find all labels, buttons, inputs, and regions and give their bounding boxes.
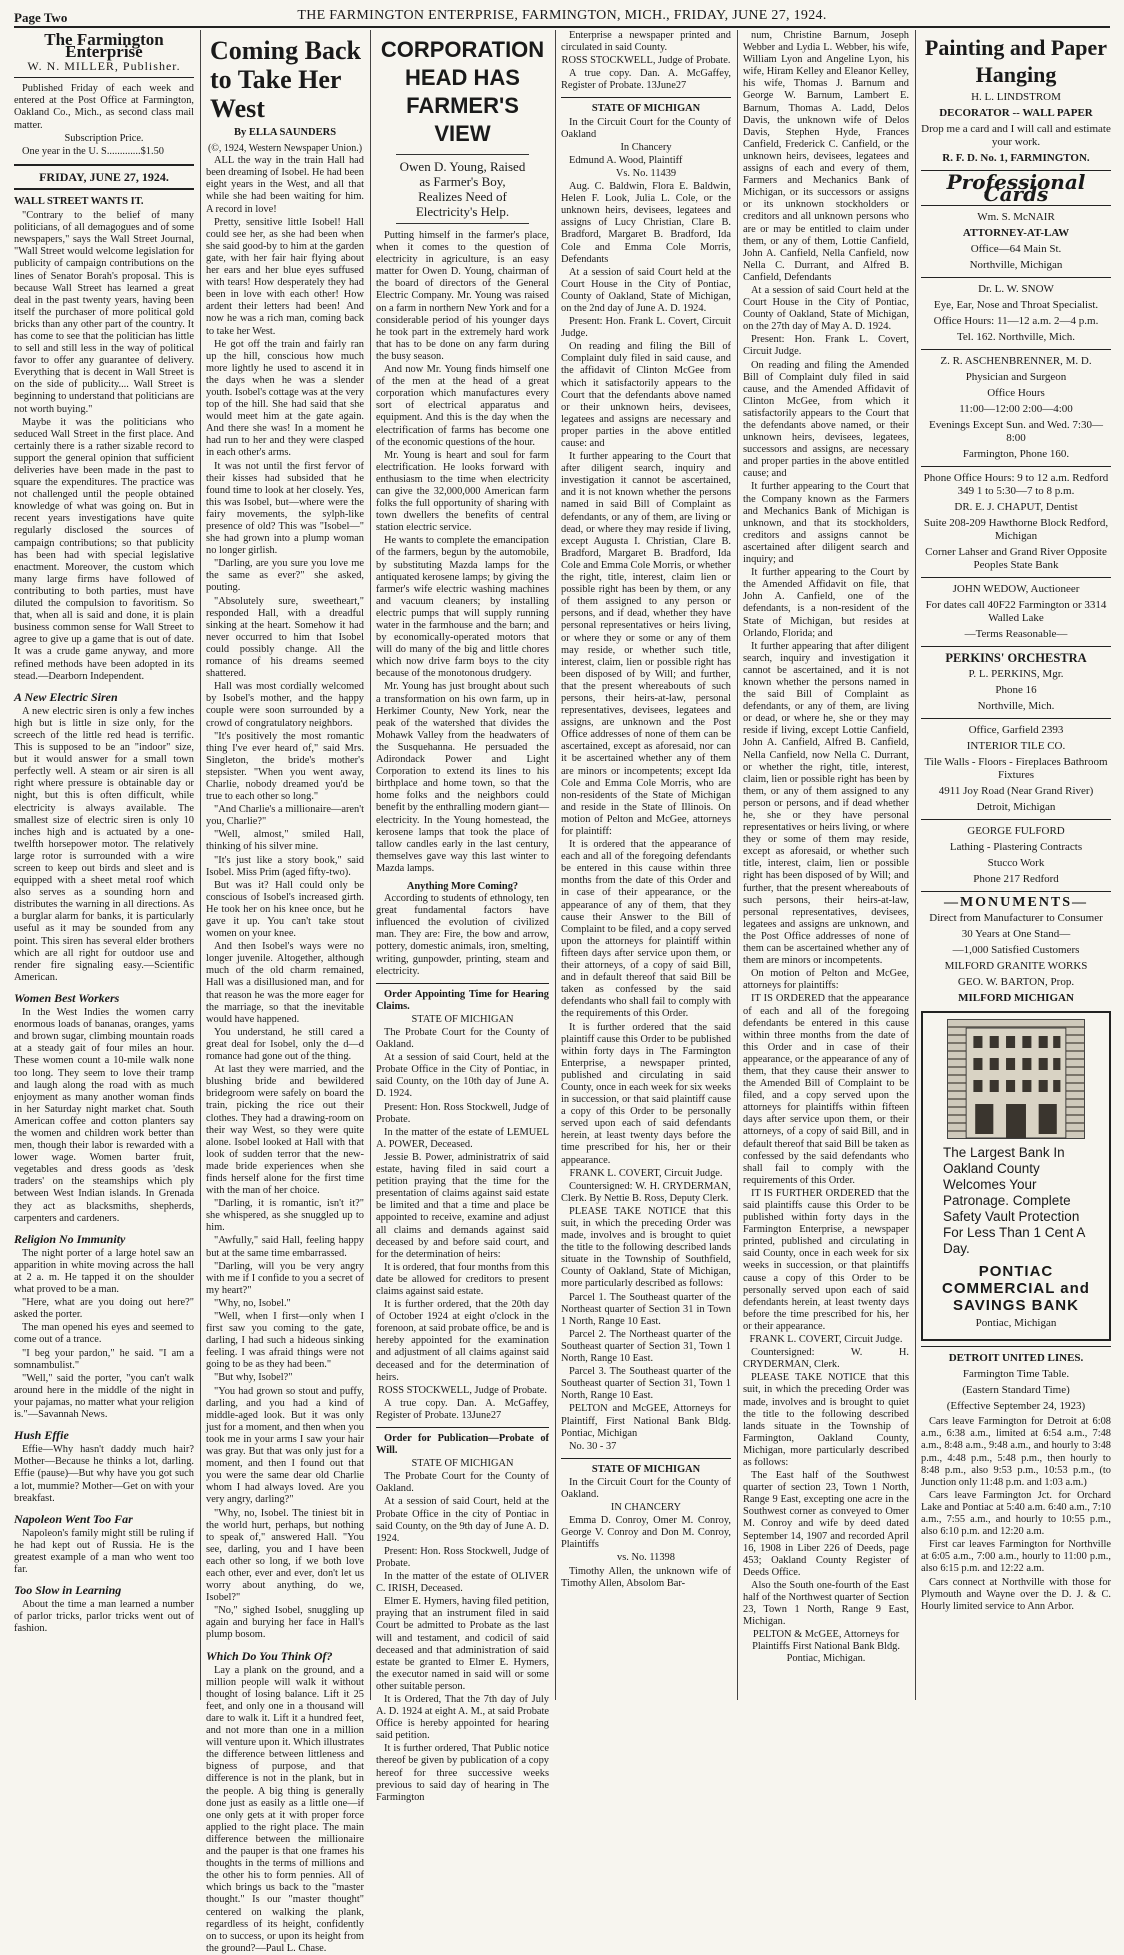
painting-ad-name: H. L. LINDSTROM: [971, 91, 1061, 103]
legal-parcel: Parcel 1. The Southeast quarter of the Northeast quarter of Section 31 in Town 1 North, Range 10 East.: [561, 1291, 731, 1327]
legal-paragraph: On motion of Pelton and McGee, attorneys for plaintiffs:: [743, 968, 909, 992]
legal-paragraph: In the matter of the estate of LEMUEL A. POWER, Deceased.: [376, 1126, 549, 1150]
story-paragraph: "It's positively the most romantic thing I've ever heard of," said Mrs. Singleton, the bride's mother's stepsister. "When you went away, Charlie, nobody dreamed you'd be true to each other so long.": [206, 730, 364, 803]
legal-paragraph: Present: Hon. Frank L. Covert, Circuit Judge.: [743, 334, 909, 358]
article-title: Hush Effie: [14, 1428, 69, 1443]
story-paragraph: It was not until the first fervor of their kisses had subsided that he found time to look at her closely. Yes, this was Isobel, but—where were the fairy movements, the sylph-like presence of old? This was "Isobel—" she had grown into a plump woman no longer girlish.: [206, 460, 364, 557]
news-paragraph: Mr. Young is heart and soul for farm electrification. He looks forward with enthusiasm to the time when electricity can give the 32,000,000 American farm folks the full opportunity of sharing with town dwellers the benefits of central station electric service.: [376, 449, 549, 534]
card-city: Farmington, Phone 160.: [962, 448, 1070, 461]
legal-court: The Probate Court for the County of Oakland.: [376, 1027, 549, 1051]
news-paragraph: And now Mr. Young finds himself one of the men at the head of a great corporation which manufactures every sort of electrical apparatus and equipment. And this is the day when the electrification of farms has become one of the economic questions of the hour.: [376, 364, 549, 448]
column-legal-2: [743, 30, 909, 1702]
timetable-effective: (Effective September 24, 1923): [946, 1400, 1086, 1413]
card-evenings: Evenings Except Sun. and Wed. 7:30—8:00: [929, 419, 1103, 445]
card-location: Corner Lahser and Grand River Opposite Peoples State Bank: [925, 546, 1107, 572]
card-title: Eye, Ear, Nose and Throat Specialist.: [933, 299, 1099, 312]
legal-signature: ROSS STOCKWELL, Judge of Probate.: [378, 1384, 547, 1396]
editorial-paragraph: Maybe it was the politicians who seduced Wall Street in the first place. And certainly there is a rather sizable record to support the general opinion that sufficient deliveries have been made in the past to square the expenditures. The practice was not challenged until the people obtained knowledge of what was going on. But in recent years investigations have quite regularly disclosed the sources of campaign contributions; so that publicity has been had with special legislative enactment. Moreover, the custom which many large firms have followed of contributing to both parties, must have diluted the compulsion to favoritism. So that, when all is said and done, it is plain business common sense for Wall Street to agree to give up a game that is out of date. It was a crude game anyway, and more refined methods have been adopted in its stead.—Dearborn Independent.: [14, 416, 194, 682]
bank-ad: [921, 1011, 1111, 1341]
legal-notice: PLEASE TAKE NOTICE that this suit, in which the preceding Order was made, involves and is brought to quiet the title to the following described lands situate in the Township of Farmington, Oakland County, Michigan, more particularly described as follows:: [743, 1372, 909, 1468]
story-paragraph: "Darling, will you be very angry with me if I confide to you a secret of my heart?": [206, 1260, 364, 1296]
legal-chancery: In Chancery: [620, 141, 672, 153]
headline-deck: Owen D. Young, Raised as Farmer's Boy, Realizes Need of Electricity's Help.: [396, 154, 529, 224]
card-line: 30 Years at One Stand—: [961, 928, 1071, 941]
column-legal-1: [561, 30, 731, 1702]
article-paragraph: Napoleon's family might still be ruling if he had kept out of Russia. He is the greatest example of a man who went too far.: [14, 1527, 194, 1576]
card-city: Northville, Mich.: [977, 700, 1055, 713]
timetable-paragraph: Cars leave Farmington for Detroit at 6:08 a.m., 6:38 a.m., limited at 6:54 a.m., 7:48 a.m., 8:48 a.m., 9:48 a.m., and hourly to 3:48 p.m., 4:48 p.m., 5:48 p.m., then hourly to 8:48 p.m., also 9:53 p.m., 10:53 p.m., (to Junction only 11:48 p.m. and 1:03 a.m.): [921, 1416, 1111, 1488]
legal-paragraph: It is further ordered, That Public notice thereof be given by publication of a copy hereof for three successive weeks previous to said day of hearing in The Farmington: [376, 1743, 549, 1803]
article-title: Too Slow in Learning: [14, 1583, 122, 1598]
article-paragraph: About the time a man learned a number of parlor tricks, parlor tricks went out of fashion.: [14, 1599, 194, 1635]
legal-paragraph: It is further ordered, that the 20th day of October 1924 at eight o'clock in the forenoon, at said probate office, be and is hereby appointed for the examination and adjustment of all claims against said deceased and for the determination of heirs.: [376, 1299, 549, 1383]
story-paragraph: "You had grown so stout and puffy, darling, and you had a kind of middle-aged look. But it was only just for a moment, and then when you took me in your arms I saw your hair was gray. But that was only just for a moment, and then I found out that you were the same dear old Charlie whom I had always loved. Are you very angry, darling?": [206, 1385, 364, 1506]
legal-notice: PLEASE TAKE NOTICE that this suit, in which the preceding Order was made, involves and is brought to quiet the title to the following described lands situate in the Township of Southfield, County of Oakland, State of Michigan, more particularly described as follows:: [561, 1205, 731, 1290]
story-paragraph: "And Charlie's a millionaire—aren't you, Charlie?": [206, 804, 364, 828]
timetable-paragraph: Cars leave Farmington Jct. for Orchard Lake and Pontiac at 5:40 a.m. 6:40 a.m., 7:10 a.m., 7:55 a.m., and hourly to 10:55 p.m., also 6:10 p.m. and 12:20 a.m.: [921, 1489, 1111, 1538]
article-title: Anything More Coming?: [406, 880, 519, 892]
story-paragraph: "Awfully," said Hall, feeling happy but at the same time embarrassed.: [206, 1235, 364, 1259]
painting-ad-head: Painting and Paper Hanging: [924, 35, 1108, 87]
card-hours: 11:00—12:00 2:00—4:00: [959, 403, 1073, 416]
legal-court: In the Circuit Court for the County of Oakland.: [561, 1476, 731, 1500]
card-line: Stucco Work: [987, 857, 1045, 870]
orchestra-head: PERKINS' ORCHESTRA: [945, 651, 1087, 666]
article-paragraph: "Well," said the porter, "you can't walk around here in the middle of the night in your pajamas, no matter what your religion is."—Savannah News.: [14, 1372, 194, 1421]
legal-party: Edmund A. Wood, Plaintiff: [569, 154, 683, 166]
masthead: THE FARMINGTON ENTERPRISE, FARMINGTON, MICH., FRIDAY, JUNE 27, 1924.: [297, 8, 827, 23]
legal-attorneys: PELTON & McGEE, Attorneys for Plaintiffs First National Bank Bldg. Pontiac, Michigan.: [752, 1629, 900, 1665]
legal-paragraph: At a session of said Court, held at the Probate Office in the city of Pontiac in said County, on the 9th day of June A. D. 1924.: [376, 1496, 549, 1544]
bank-city: Pontiac, Michigan: [975, 1317, 1057, 1330]
card-name: GEORGE FULFORD: [967, 825, 1065, 838]
legal-parcel: Also the South one-fourth of the East half of the Northwest quarter of Section 23, Town 1 North, Range 9 East, Michigan.: [743, 1579, 909, 1628]
paper-name: The Farmington Enterprise: [44, 30, 164, 62]
legal-title: Order Appointing Time for Hearing Claims.: [376, 988, 549, 1012]
legal-title: Order for Publication—Probate of Will.: [376, 1433, 549, 1457]
subscription-price: One year in the U. S.............$1.50: [22, 145, 164, 157]
timetable-subhead: Farmington Time Table.: [962, 1368, 1070, 1381]
card-title: Physician and Surgeon: [965, 371, 1067, 384]
bank-name: PONTIAC COMMERCIAL and SAVINGS BANK: [942, 1263, 1090, 1315]
card-phone: Phone Office Hours: 9 to 12 a.m. Redford 349 1 to 5:30—7 to 8 p.m.: [923, 472, 1109, 498]
article-paragraph: According to students of ethnology, ten great fundamental factors have influenced the evolution of civilized man. They are: Fire, the bow and arrow, pottery, domestic animals, iron, smelting, writing, gunpowder, printing, steam and electricity.: [376, 893, 549, 977]
article-title: A New Electric Siren: [14, 689, 118, 704]
card-office: Office—64 Main St.: [970, 243, 1062, 256]
column-rule: [555, 30, 556, 1700]
publication-notice: Published Friday of each week and entered at the Post Office at Farmington, Oakland Co., Mich., as second class mail matter.: [14, 83, 194, 131]
date-box: FRIDAY, JUNE 27, 1924.: [14, 164, 194, 190]
column-news: [376, 30, 549, 1803]
legal-paragraph: It further appearing to the Court that the Company known as the Farmers and Mechanics Bank of Michigan is unknown, and that its stockholders, creditors and assigns cannot be ascertained after diligent search and inquiry; and: [743, 481, 909, 566]
legal-state: STATE OF MICHIGAN: [411, 1458, 514, 1470]
story-paragraph: At last they were married, and the blushing bride and bewildered bridegroom were safely on board the train, picking the rice out their clothes. They had a drawing-room on their way West, so they were quite alone. Isobel looked at Hall with that look of sudden terror that the new-made bride experiences when she finds herself alone for the first time with the man of her choice.: [206, 1064, 364, 1197]
story-paragraph: "But why, Isobel?": [214, 1372, 293, 1384]
bank-building-image: [947, 1019, 1085, 1139]
card-name: DR. E. J. CHAPUT, Dentist: [954, 501, 1078, 514]
legal-paragraph: Present: Hon. Frank L. Covert, Circuit Judge.: [561, 316, 731, 340]
editorial-title: WALL STREET WANTS IT.: [14, 195, 144, 207]
story-paragraph: You understand, he still cared a great deal for Isobel, only the d—d romance had gone out of the thing.: [206, 1026, 364, 1063]
article-paragraph: A new electric siren is only a few inches high but is little in size only, for the screech of the little red head is terrific. This is supposed to be an "indoor" size, but it would answer for a small town perfectly well. A steam or air siren is all right where pressure is obtainable day or night, but this is often difficult, while electricity is always available. The smallest size of electric siren is only 10 inches high and is actuated by a one-twelfth horsepower motor. The relatively large rotor is surrounded with a wire screen to keep out birds and sleet and is equipped with a sheet metal roof which also serves as a sounding horn and distributes the warning in all directions. As a burglar alarm for banks, it is particularly useful as it may be sounded from any point. This siren has several elder brothers which are all right for outdoor use and render fire signaling easy.—Scientific American.: [14, 705, 194, 983]
card-phone: Phone 16: [995, 684, 1037, 697]
card-hours-label: Office Hours: [987, 387, 1045, 400]
card-name: P. L. PERKINS, Mgr.: [968, 668, 1064, 681]
editorial-paragraph: "Contrary to the belief of many politicians, of all demagogues and of some newspapers," says the Wall Street Journal, "Wall Street would welcome legislation for publicity of campaign contributions on the lines of Senator Borah's proposal. This is because Wall Street has learned a great deal in the past twenty years, having been itself the purchaser of more political gold bricks than any other part of the country. It has come to see that the politician has little to sell and still less in the way of political favor to offer any guarantee of delivery. Everything that is decent in Wall Street is on the side of publicity.... Wall Street is beginning to understand that politicians are not worth buying.": [14, 210, 194, 415]
column-rule: [915, 30, 916, 1700]
bank-slogan: The Largest Bank In Oakland County Welcomes Your Patronage. Complete Safety Vault Protection For Less Than 1 Cent A Day.: [943, 1145, 1085, 1257]
card-phone: Office, Garfield 2393: [968, 724, 1064, 737]
story-paragraph: And then Isobel's ways were no longer juvenile. Altogether, although much of the old charm remained, Hall was a disillusioned man, and for that reason he was the more eager for the marriage, so that the inevitable would have happened.: [206, 941, 364, 1025]
legal-paragraph: On reading and filing the Amended Bill of Complaint duly filed in said cause, and the Amended Affidavit of Clinton McGee, from which it satisfactorily appears to the Court that the defendants above named, or their unknown heirs, devisees, legatees, successors and assigns, are necessary and proper parties in the above entitled cause; and: [743, 359, 909, 480]
column-rule: [200, 30, 201, 1700]
news-paragraph: Mr. Young has just brought about such a transformation on his own farm, up in Herkimer County, New York, near the peak of the watershed that divides the Mohawk Valley from the headwaters of the Susquehanna. He persuaded the Adirondack Power and Light Corporation to extend its lines to his birthplace and home town, so that the home folks and the neighbors could benefit by the enthralling modern giant—electricity. In the Young homestead, the kerosene lamps that took the place of tallow candles early in the last century, themselves gave way this last winter to Mazda lamps.: [376, 681, 549, 874]
card-name: Dr. L. W. SNOW: [978, 283, 1054, 296]
column-story: [206, 30, 364, 1954]
monuments-head: —MONUMENTS—: [943, 895, 1089, 911]
card-terms: —Terms Reasonable—: [964, 628, 1068, 641]
legal-paragraph: Present: Hon. Ross Stockwell, Judge of Probate.: [376, 1545, 549, 1569]
timetable-paragraph: First car leaves Farmington for Northville at 6:05 a.m., 7:00 a.m., hourly to 11:00 p.m., also 6:15 p.m. and 12:22 a.m.: [921, 1539, 1111, 1575]
card-name: INTERIOR TILE CO.: [966, 740, 1066, 753]
story-paragraph: He got off the train and fairly ran up the hill, conscious how much more lightly he used to ascend it in the days when he was a slender youth. Isobel's cottage was at the very top of the hill. She had said that she would meet him at the gate again. And there she was! In a moment he had run to her and they were clasped in each other's arms.: [206, 338, 364, 459]
page-number: Page Two: [14, 10, 68, 25]
legal-chancery: IN CHANCERY: [610, 1502, 682, 1514]
legal-number: No. 30 - 37: [569, 1440, 617, 1452]
legal-countersigned: Countersigned: W. H. CRYDERMAN, Clerk.: [743, 1347, 909, 1371]
legal-party: Timothy Allen, the unknown wife of Timothy Allen, Absolom Bar-: [561, 1565, 731, 1589]
legal-paragraph: Jessie B. Power, administratrix of said estate, having filed in said court a petition praying that the time for the presentation of claims against said estate be limited and that a time and place be appointed to receive, examine and adjust all claims and demands against said deceased by and before said court, and for the determination of heirs:: [376, 1151, 549, 1260]
legal-party: num, Christine Barnum, Joseph Webber and Lydia L. Webber, his wife, William Lyon and Angeline Lyon, his wife, Hiram Kelley and Eleanor Kelley, his wife, Thomas J. Barnum and George W. Barnum, Lambert E. Barnum, Thomas A. Ladd, Delos Davis, the unknown wife of Delos Davis, Stephen Hyde, Frances Canfield, Frederick C. Canfield, or the unknown heirs, devisees, legatees and assigns of each and every of them, Farmers and Mechanics Bank of Michigan, or its successors or assigns or its unknown stockholders or creditors and all unknown persons who are or may be entitled to claim under them, or any of them, Lottie Canfield, John A. Canfield, Nella Canfield, now Nella C. Durrant, and Alfred B. Canfield, Defendants: [743, 30, 909, 283]
legal-parcel: Parcel 2. The Northeast quarter of the Southeast quarter of Section 31, Town 1 North, Range 10 East.: [561, 1328, 731, 1365]
professional-cards-head: Professional Cards: [946, 170, 1086, 207]
article-paragraph: Lay a plank on the ground, and a million people will walk it without thought of losing balance. Lift it 25 feet, and only one in a thousand will dare to walk it. Lift it a hundred feet, and not more than one in a million will venture upon it. Which illustrates the difference between littleness and bigness of purpose, and that difference is not in the plank, but in the people. A big thing is generally done just as easily as a little one—if one only gets at it with proper force applied to the right place. The main difference between the millionaire and the pauper is that one frames his thoughts in the terms of millions and the other his to form pennies. All of which brings us back to the "master thought." Is our "master thought" centered on walking the plank, regardless of its height, confidently on to success, or upon its height from the ground?—Paul L. Chase.: [206, 1664, 364, 1954]
card-line: Direct from Manufacturer to Consumer: [929, 912, 1103, 925]
painting-ad-rfd: R. F. D. No. 1, FARMINGTON.: [942, 152, 1090, 164]
article-title: Women Best Workers: [14, 990, 120, 1005]
column-ads: [921, 30, 1111, 1702]
card-line: —1,000 Satisfied Customers: [952, 944, 1080, 957]
legal-paragraph: Elmer E. Hymers, having filed petition, praying that an instrument filed in said Court be admitted to Probate as the last will and testament, and codicil of said deceased and that administration of said estate be granted to Elmer E. Hymers, the executor named in said will or some other suitable person.: [376, 1596, 549, 1692]
article-title: Napoleon Went Too Far: [14, 1511, 133, 1526]
card-hours: Office Hours: 11—12 a.m. 2—4 p.m.: [933, 315, 1099, 328]
story-paragraph: ALL the way in the train Hall had been dreaming of Isobel. He had been eight years in the West, and all that while she had been waiting for him. A record in love!: [206, 155, 364, 215]
card-dates: For dates call 40F22 Farmington or 3314 Walled Lake: [925, 599, 1107, 625]
legal-signature: ROSS STOCKWELL, Judge of Probate.: [561, 55, 731, 67]
card-phone: Phone 217 Redford: [973, 873, 1059, 886]
legal-state: STATE OF MICHIGAN: [591, 1463, 701, 1475]
legal-countersigned: Countersigned: W. H. CRYDERMAN, Clerk. By Nettie B. Ross, Deputy Clerk.: [561, 1180, 731, 1204]
story-byline: By ELLA SAUNDERS: [233, 127, 337, 138]
painting-ad-text: Drop me a card and I will call and estimate your work.: [921, 123, 1111, 148]
article-title: Which Do You Think Of?: [206, 1648, 333, 1663]
article-paragraph: Effie—Why hasn't daddy much hair? Mother—Because he thinks a lot, darling. Effie (pause)—But why have you got such a lot, mummie? Mother—Get on with your breakfast.: [14, 1444, 194, 1504]
legal-signature: FRANK L. COVERT, Circuit Judge.: [749, 1334, 903, 1346]
column-rule: [370, 30, 371, 1700]
card-name: JOHN WEDOW, Auctioneer: [952, 583, 1080, 596]
timetable-paragraph: Cars connect at Northville with those for Plymouth and Wayne over the D. J. & C. Hourly limited service to Ann Arbor.: [921, 1576, 1111, 1612]
card-name: Wm. S. McNAIR: [977, 211, 1055, 224]
card-address: 4911 Joy Road (Near Grand River): [938, 785, 1094, 798]
legal-case-number: vs. No. 11398: [617, 1552, 675, 1564]
card-address: Suite 208-209 Hawthorne Block Redford, Michigan: [923, 517, 1109, 543]
story-paragraph: "Why, no, Isobel. The tiniest bit in the world hurt, perhaps, but nothing to speak of," answered Hall. "You see, darling, you and I have been each other so long, if we both love each other, ever and ever, don't let us worry about anything, do we, Isobel?": [206, 1507, 364, 1604]
legal-court: In the Circuit Court for the County of Oakland: [561, 116, 731, 140]
card-name: Z. R. ASCHENBRENNER, M. D.: [940, 355, 1092, 368]
story-paragraph: "Absolutely sure, sweetheart," responded Hall, with a dreadful sinking at the heart. Somehow it had never occurred to him that Isobel could possibly change. All the romance of his dreams seemed shattered.: [206, 595, 364, 680]
headline: CORPORATION HEAD HAS FARMER'S VIEW: [380, 37, 545, 146]
card-line: Lathing - Plastering Contracts: [949, 841, 1083, 854]
legal-paragraph: At a session of said Court, held at the Probate Office in the City of Pontiac, in said County, on the 10th day of June A. D. 1924.: [376, 1052, 549, 1100]
subscription-label: Subscription Price.: [64, 132, 144, 144]
card-phone: Tel. 162. Northville, Mich.: [956, 331, 1076, 344]
legal-paragraph: It further appearing to the Court that after diligent search, inquiry and investigation it cannot be ascertained, and it is not known whether the persons named in said Bill of Complaint as defendants, or any of them, are living or dead, or where they may reside if living, except Augusta I. Christian, Clare B. Bradford, Margaret B. Bradford, Ida Cole and Emma Cole Morris, or whether the right, title, interest, claim lien or possible right has been by them, or any of them assigned to any person or persons, and if dead, whether they have personal representatives or heirs living, or where they or some or any of them may reside, or whether such title, interest, claim, lien or possible right has been disposed of by Will; and further, that the present whereabouts of such persons, their heirs-at-law, personal representatives, devisees, legatees and assigns, are unknown and the Post Office addresses of none of them can be ascertained, except as aforesaid, nor can it be ascertained whether any of them are minors or incompetents; except Ida Cole and Emma Cole Morris, who are non-residents of the State of Michigan and reside in the State of Illinois. On motion of Pelton and McGee, attorneys for plaintiff:: [561, 451, 731, 837]
story-paragraph: "It's just like a story book," said Isobel. Miss Prim (aged fifty-two).: [206, 854, 364, 878]
card-city: Detroit, Michigan: [976, 801, 1056, 814]
legal-paragraph: At a session of said Court held at the Court House in the City of Pontiac, County of Oakland, State of Michigan, on the 27th day of May A. D. 1924.: [743, 284, 909, 333]
news-paragraph: He wants to complete the emancipation of the farmers, begun by the automobile, by substituting Mazda lamps for the antiquated kerosene lamps; by giving the farmer's wife electric washing machines and vacuum cleaners; by installing electric pumps that will supply running water in the farmhouse and the barn; and by economically-operated motors that will do many of the big and little chores which now drive farm boys to the city because of the monotonous drudgery.: [376, 535, 549, 680]
story-paragraph: Pretty, sensitive little Isobel! Hall could see her, as she had been when she said good-by to him at the garden gate, with her fair hair flying about her ears and her blue eyes suffused with tears! How desperately they had been in love with each other! How ardent their letters had been! And now he was a rich man, coming back to take her West.: [206, 216, 364, 337]
legal-paragraph: It is ordered that the appearance of each and all of the foregoing defendants be entered in this cause within three months from the date of this Order and in case of their appearance, or the appearance of any of them, that they cause their Answer to the Bill of Complaint to be filed, and a copy served upon the attorneys for plaintiff within fifteen days after service upon them, or their attorneys, of a copy of said Bill, and in default thereof that said Bill be taken as confessed by the said defendants who shall fail to comply with the requirements of this Order.: [561, 839, 731, 1020]
legal-state: STATE OF MICHIGAN: [411, 1013, 514, 1025]
legal-case-number: Vs. No. 11439: [615, 167, 677, 179]
story-paragraph: "Darling, are you sure you love me the same as ever?" she asked, pouting.: [206, 558, 364, 594]
article-title: Religion No Immunity: [14, 1231, 126, 1246]
column-editorial: [14, 30, 194, 1702]
legal-signature: FRANK L. COVERT, Circuit Judge.: [569, 1167, 723, 1179]
legal-attorneys: PELTON and McGEE, Attorneys for Plaintiff, First National Bank Bldg. Pontiac, Michigan: [561, 1403, 731, 1439]
legal-paragraph: It further appearing to the Court by the Amended Affidavit on file, that John A. Canfield, one of the defendants, is a non-resident of the State of Michigan, but resides at Orlando, Florida; and: [743, 567, 909, 639]
legal-paragraph: At a session of said Court held at the Court House in the City of Pontiac, County of Oakland, State of Michigan, on the 2nd day of June A. D. 1924.: [561, 266, 731, 314]
story-paragraph: "Well, almost," smiled Hall, thinking of his silver mine.: [206, 829, 364, 853]
story-paragraph: But was it? Hall could only be conscious of Isobel's increased girth. He took her on his knee once, but he gave it up. You can't take stout women on your knee.: [206, 879, 364, 940]
legal-party: Emma D. Conroy, Omer M. Conroy, George V. Conroy and Don M. Conroy, Plaintiffs: [561, 1515, 731, 1551]
legal-paragraph: Present: Hon. Ross Stockwell, Judge of Probate.: [376, 1101, 549, 1125]
legal-paragraph: IT IS ORDERED that the appearance of each and all of the foregoing defendants be entered in this cause within three months from the date of this Order and in case of their appearance, or the appearance of any of them, that they cause their answer to the Amended Bill of Complaint to be filed, and a copy served upon the attorneys for plaintiffs within fifteen days after service upon them, or their attorneys, of a copy of said Bill, and in default thereof that said Bill be taken as confessed by the said defendants who shall fail to comply with the requirements of this Order.: [743, 993, 909, 1186]
bank-building-icon: [948, 1020, 1084, 1138]
story-title: Coming Back to Take Her West: [210, 36, 361, 123]
legal-paragraph: Enterprise a newspaper printed and circulated in said County.: [561, 30, 731, 54]
legal-state: STATE OF MICHIGAN: [591, 103, 701, 115]
story-paragraph: "Darling, it is romantic, isn't it?" she whispered, as she snuggled up to him.: [206, 1198, 364, 1234]
story-copyright: (©, 1924, Western Newspaper Union.): [207, 143, 363, 155]
story-paragraph: Hall was most cordially welcomed by Isobel's mother, and the happy couple were soon surrounded by a crowd of congratulatory neighbors.: [206, 681, 364, 729]
painting-ad-line: DECORATOR -- WALL PAPER: [939, 107, 1093, 119]
story-paragraph: "No," sighed Isobel, snuggling up again and burying her face in Hall's plump bosom.: [206, 1605, 364, 1641]
legal-court: The Probate Court for the County of Oakland.: [376, 1471, 549, 1495]
card-name: MILFORD GRANITE WORKS: [944, 960, 1088, 973]
article-paragraph: In the West Indies the women carry enormous loads of bananas, oranges, yams and brown sugar, climbing mountain roads at a steady gait of four miles an hour. These women count a 10-mile walk none too long. They seem to love their tramp and laugh along the road with as much enjoyment as many another woman finds in her Saturday night market chat. South American coffee and cotton planters say the women and children work better than men, though their labor is rewarded with a lower wage. Women barter fruit, vegetables and dress goods as 'desk traders' on the steamships which ply between West Indian islands. In Grenada they act as blacksmiths, shepherds, carpenters and cardeners.: [14, 1007, 194, 1224]
card-title: ATTORNEY-AT-LAW: [962, 227, 1070, 240]
legal-signature: A true copy. Dan. A. McGaffey, Register of Probate. 13June27: [561, 68, 731, 92]
article-paragraph: "Here, what are you doing out here?" asked the porter.: [14, 1297, 194, 1321]
card-line: Tile Walls - Floors - Fireplaces Bathroom Fixtures: [924, 756, 1108, 782]
legal-paragraph: IT IS FURTHER ORDERED that the said plaintiffs cause this Order to be published within forty days in the Farmington Enterprise, a newspaper printed, published and circulating in said County, once in each week for six weeks in succession, or that plaintiffs cause a copy of this Order to be personally served upon each of said defendants herein, at least twenty days before the time prescribed for his, her or their appearance.: [743, 1187, 909, 1332]
legal-party: Aug. C. Baldwin, Flora E. Baldwin, Helen F. Look, Julia L. Cole, or the unknown heirs, devisees, legatees and assigns of Lucy Christian, Clare B. Bradford, Margaret B. Bradford, Ida Cole and Emma Cole Morris, Defendants: [561, 181, 731, 265]
story-paragraph: "Well, when I first—only when I first saw you coming to the gate, darling, I had such a hideous sinking feeling. I was afraid things were not going to be as they had been.": [206, 1311, 364, 1371]
legal-parcel: The East half of the Southwest quarter of section 23, Town 1 North, Range 9 East, excepting one acre in the Southwest corner as conveyed to Omer M. Conroy and wife by deed dated September 14, 1907 and recorded April 16, 1908 in Liber 226 of Deeds, page 453; Oakland County Register of Deeds Office.: [743, 1470, 909, 1578]
legal-parcel: Parcel 3. The Southeast quarter of the Southeast quarter of Section 31, Town 1 North, Range 10 East.: [561, 1366, 731, 1402]
legal-paragraph: It is further ordered that the said plaintiff cause this Order to be published within forty days in The Farmington Enterprise, a newspaper printed, published and circulating in said County, once in each week for six weeks in succession, or that said plaintiff cause a copy of this Order to be personally served upon each of said defendants herein, at least twenty days before the time prescribed for his, her or their appearance.: [561, 1021, 731, 1166]
legal-paragraph: In the matter of the estate of OLIVER C. IRISH, Deceased.: [376, 1571, 549, 1595]
article-paragraph: "I beg your pardon," he said. "I am a somnambulist.": [14, 1347, 194, 1371]
timetable-time-zone: (Eastern Standard Time): [962, 1384, 1070, 1397]
legal-paragraph: It is ordered, that four months from this date be allowed for creditors to present claims against said estate.: [376, 1261, 549, 1297]
news-paragraph: Putting himself in the farmer's place, when it comes to the question of electricity in agriculture, is an easy matter for Owen D. Young, chairman of the board of directors of the General Electric Company. Mr. Young was raised on a farm in northern New York and for a considerable period of his younger days he took part in the extremely hard work that has to be done on any farm during the busy season.: [376, 230, 549, 362]
card-city: MILFORD MICHIGAN: [958, 992, 1074, 1005]
card-owner: GEO. W. BARTON, Prop.: [957, 976, 1075, 989]
article-paragraph: The night porter of a large hotel saw an apparition in white moving across the hall at 2 a. m. He tapped it on the shoulder what proved to be a man.: [14, 1247, 194, 1296]
legal-signature: A true copy. Dan. A. McGaffey, Register of Probate. 13June27: [376, 1397, 549, 1421]
legal-paragraph: It is Ordered, That the 7th day of July A. D. 1924 at eight A. M., at said Probate Office is hereby appointed for hearing said petition.: [376, 1693, 549, 1742]
legal-paragraph: On reading and filing the Bill of Complaint duly filed in said cause, and the affidavit of Clinton McGee from which it satisfactorily appears to the Court that the defendants above named or their unknown heirs, devisees, legatees and assigns are necessary and proper parties in the above entitled cause: and: [561, 341, 731, 449]
column-rule: [737, 30, 738, 1700]
card-city: Northville, Michigan: [969, 259, 1063, 272]
legal-paragraph: It further appearing that after diligent search, inquiry and investigation it cannot be ascertained, and it is not known whether the persons named in the said Bill of Complaint as defendants, or any of them, are living or dead, or where he, she or they may reside if living, except Lottie Canfield, John A. Canfield, Alfred B. Canfield, Nella Canfield, now Nella C. Durrant, or whether the right, title, interest, claim, lien or possible right has been by them, or any of them assigned to any person or persons, and if dead whether he, she or they have personal representatives or heirs living, or where they or some of them may reside, except as aforesaid, or whether such title, interest, claim, lien or possible right has been disposed of by Will; and further, that the present whereabouts of such persons, their heirs-at-law, personal representatives, devisees, legatees and assigns are unknown, and the Post Office addresses of none of them can be ascertained whether any of them are minors or incompetents.: [743, 640, 909, 967]
publisher: W. N. MILLER, Publisher.: [27, 59, 181, 74]
story-paragraph: "Why, no, Isobel.": [214, 1297, 291, 1309]
page-header: [14, 6, 1110, 28]
timetable-head: DETROIT UNITED LINES.: [948, 1352, 1084, 1365]
article-paragraph: The man opened his eyes and seemed to come out of a trance.: [14, 1322, 194, 1346]
